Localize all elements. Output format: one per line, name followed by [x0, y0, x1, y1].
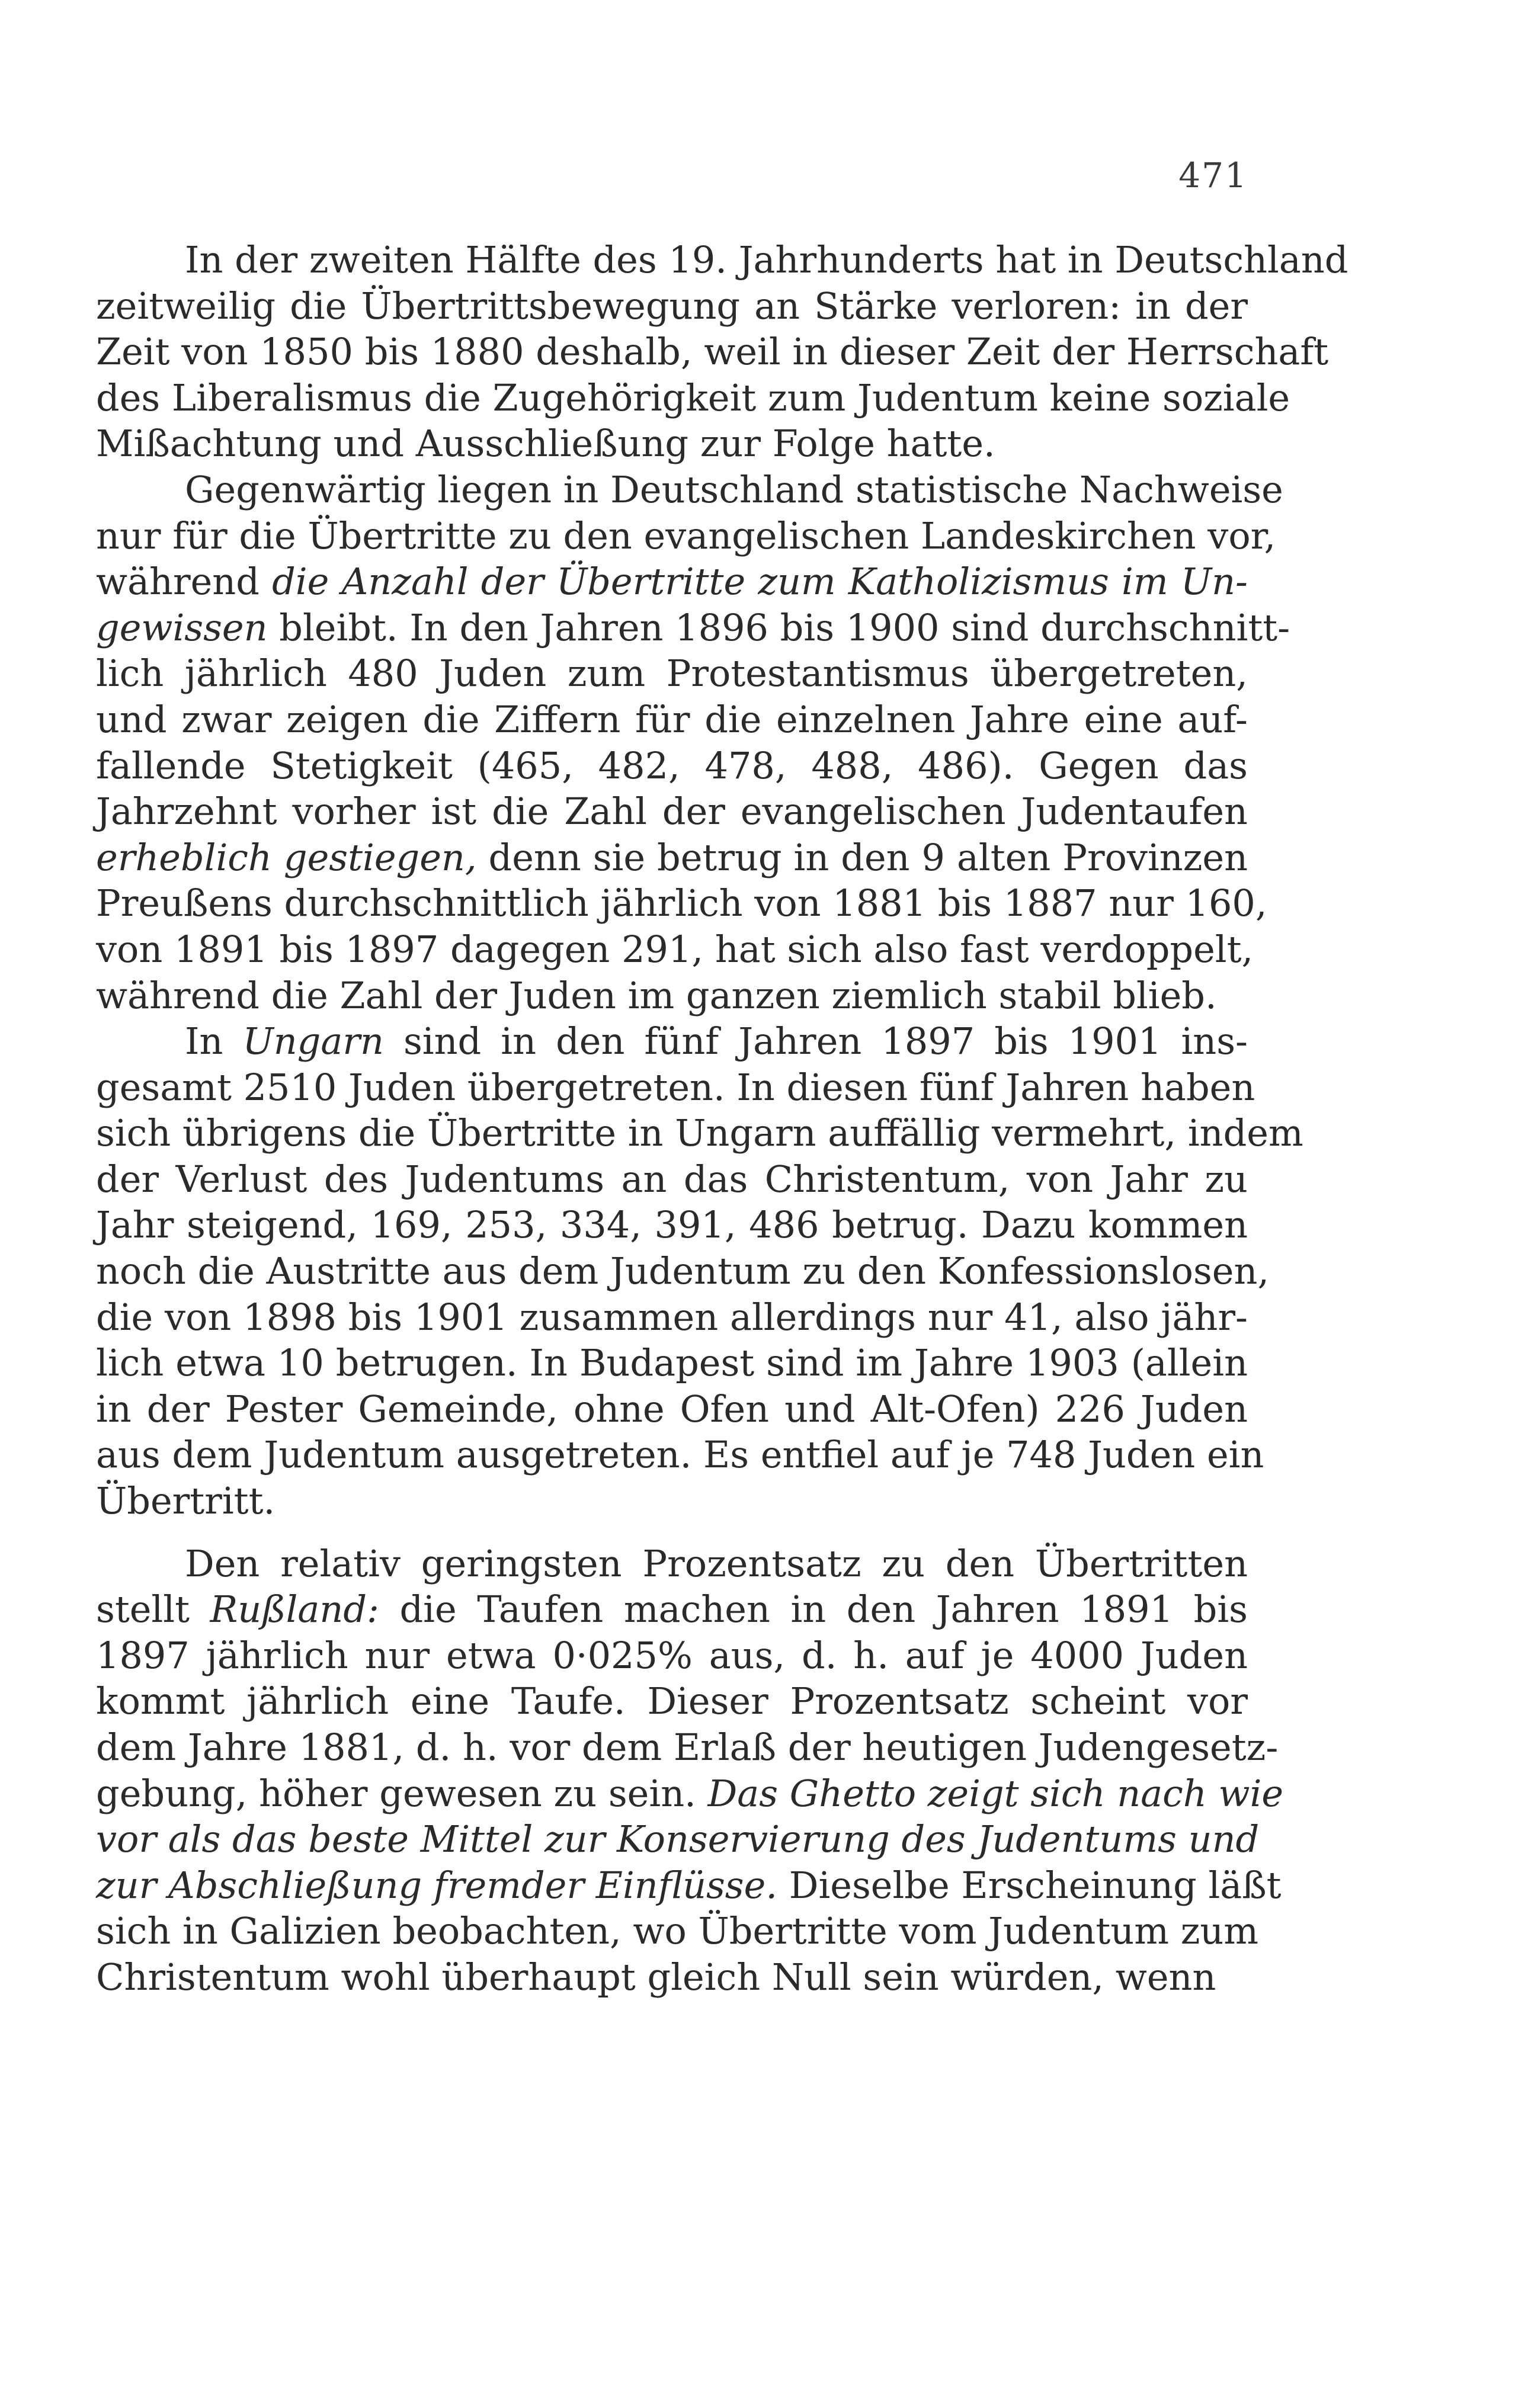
paragraph-gap	[96, 1524, 1248, 1541]
emphasized-text: gewissen	[96, 605, 268, 649]
text-line: nur für die Übertritte zu den evangelischen Landeskirchen vor,	[96, 514, 1276, 557]
emphasized-text: Rußland:	[210, 1588, 379, 1631]
text-line: von 1891 bis 1897 dagegen 291, hat sich also fast verdoppelt,	[96, 927, 1254, 971]
text-line: noch die Austritte aus dem Judentum zu den Konfessionslosen,	[96, 1249, 1270, 1293]
line-text: während	[96, 560, 273, 604]
text-line: und zwar zeigen die Ziffern für die einzelnen Jahre eine auf-	[96, 697, 1248, 741]
text-line: des Liberalismus die Zugehörigkeit zum Judentum keine soziale	[96, 376, 1290, 419]
text-line: sich übrigens die Übertritte in Ungarn auffällig vermehrt, indem	[96, 1111, 1303, 1155]
text-line: Christentum wohl überhaupt gleich Null sein würden, wenn	[96, 1955, 1216, 1999]
body-text	[96, 237, 1348, 2000]
text-line: Mißachtung und Ausschließung zur Folge hatte.	[96, 422, 995, 466]
emphasized-text: erheblich gestiegen,	[96, 835, 477, 879]
text-line: Übertritt.	[96, 1479, 276, 1523]
paragraph	[96, 1018, 1303, 1524]
line-text: denn sie betrug in den 9 alten Provinzen	[476, 835, 1248, 879]
text-line: 1897 jährlich nur etwa 0·025% aus, d. h. auf je 4000 Juden	[96, 1633, 1248, 1677]
text-line: Preußens durchschnittlich jährlich von 1881 bis 1887 nur 160,	[96, 881, 1267, 925]
text-line: lich jährlich 480 Juden zum Protestantismus übergetreten,	[96, 652, 1248, 695]
text-line: in der Pester Gemeinde, ohne Ofen und Alt-Ofen) 226 Juden	[96, 1387, 1248, 1431]
text-line	[96, 835, 1248, 881]
paragraph	[96, 1541, 1284, 2000]
text-line: Den relativ geringsten Prozentsatz zu den Übertritten	[185, 1541, 1248, 1585]
text-line: Gegenwärtig liegen in Deutschland statistische Nachweise	[185, 467, 1283, 511]
text-line: sich in Galizien beobachten, wo Übertritte vom Judentum zum	[96, 1909, 1259, 1953]
text-line	[96, 559, 1248, 605]
text-line: der Verlust des Judentums an das Christentum, von Jahr zu	[96, 1157, 1248, 1201]
text-line: aus dem Judentum ausgetreten. Es entfiel auf je 748 Juden ein	[96, 1433, 1264, 1477]
text-line: die von 1898 bis 1901 zusammen allerdings nur 41, also jähr-	[96, 1295, 1248, 1339]
emphasized-text: Ungarn	[242, 1019, 384, 1063]
text-line	[96, 1018, 1248, 1064]
text-line: Zeit von 1850 bis 1880 deshalb, weil in dieser Zeit der Herrschaft	[96, 330, 1329, 374]
paragraph	[96, 237, 1348, 467]
line-text: gebung, höher gewesen zu sein.	[96, 1771, 708, 1815]
text-line: lich etwa 10 betrugen. In Budapest sind im Jahre 1903 (allein	[96, 1341, 1248, 1385]
text-line: Jahrzehnt vorher ist die Zahl der evangelischen Judentaufen	[96, 790, 1248, 833]
text-line	[96, 1586, 1248, 1633]
text-line: zeitweilig die Übertrittsbewegung an Stärke verloren: in der	[96, 284, 1248, 328]
paragraph	[96, 467, 1290, 1018]
line-text: Dieselbe Erscheinung läßt	[777, 1863, 1282, 1907]
text-line: In der zweiten Hälfte des 19. Jahrhunderts hat in Deutschland	[185, 238, 1348, 281]
page-number: 471	[1178, 155, 1248, 195]
text-line	[96, 1862, 1282, 1909]
line-text: sind in den fünf Jahren 1897 bis 1901 ins-	[383, 1019, 1248, 1063]
emphasized-text: Das Ghetto zeigt sich nach wie	[707, 1771, 1284, 1815]
text-line: gesamt 2510 Juden übergetreten. In diesen fünf Jahren haben	[96, 1065, 1255, 1109]
text-line	[96, 1816, 1260, 1862]
text-line: fallende Stetigkeit (465, 482, 478, 488, 486). Gegen das	[96, 743, 1248, 787]
line-text: In	[185, 1019, 243, 1063]
line-text: die Taufen machen in den Jahren 1891 bis	[379, 1588, 1248, 1631]
text-line	[96, 1771, 1284, 1817]
emphasized-text: zur Abschließung fremder Einflüsse.	[96, 1863, 778, 1907]
text-line: dem Jahre 1881, d. h. vor dem Erlaß der heutigen Judengesetz-	[96, 1726, 1279, 1769]
emphasized-text: die Anzahl der Übertritte zum Katholizismus im Un-	[272, 560, 1248, 604]
line-text: bleibt. In den Jahren 1896 bis 1900 sind durchschnitt-	[267, 605, 1290, 649]
text-line: kommt jährlich eine Taufe. Dieser Prozentsatz scheint vor	[96, 1679, 1248, 1723]
text-line: Jahr steigend, 169, 253, 334, 391, 486 betrug. Dazu kommen	[96, 1203, 1248, 1247]
line-text: stellt	[96, 1588, 210, 1631]
emphasized-text: vor als das beste Mittel zur Konservierung des Judentums und	[96, 1817, 1260, 1861]
text-line	[96, 605, 1290, 651]
text-line: während die Zahl der Juden im ganzen ziemlich stabil blieb.	[96, 973, 1217, 1017]
